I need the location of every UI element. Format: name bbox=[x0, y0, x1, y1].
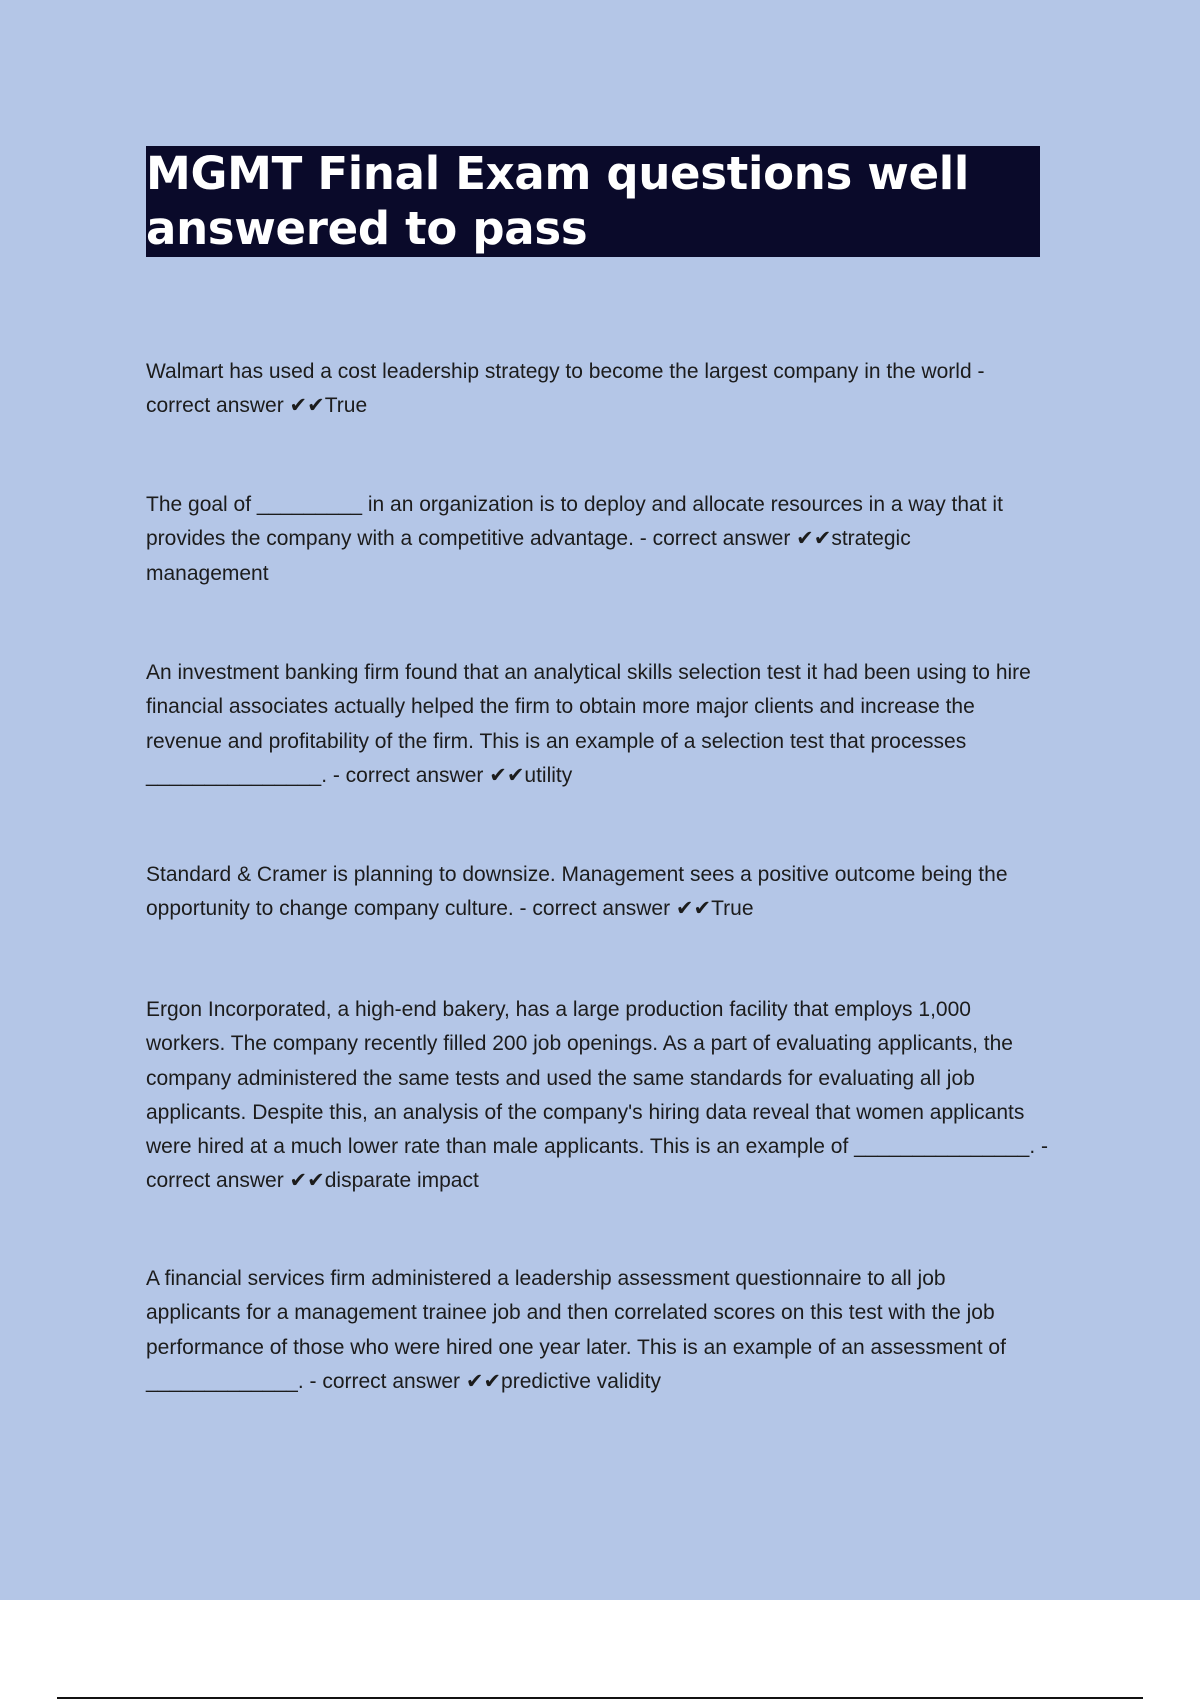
qa-line: were hired at a much lower rate than male applicants. This is an example of _______________. - bbox=[146, 1135, 1048, 1159]
qa-line: applicants for a management trainee job and then correlated scores on this test with the job bbox=[146, 1301, 995, 1325]
qa-item-2 bbox=[146, 488, 1096, 591]
qa-line: performance of those who were hired one year later. This is an example of an assessment of bbox=[146, 1335, 1006, 1359]
qa-item-5 bbox=[146, 993, 1096, 1199]
qa-line: applicants. Despite this, an analysis of the company's hiring data reveal that women applicants bbox=[146, 1100, 1025, 1124]
page-divider bbox=[57, 1697, 1143, 1699]
qa-item-4 bbox=[146, 858, 1096, 927]
page-title-line-1: MGMT Final Exam questions well bbox=[146, 147, 970, 200]
qa-line: Ergon Incorporated, a high-end bakery, has a large production facility that employs 1,000 bbox=[146, 998, 971, 1021]
qa-item-3 bbox=[146, 656, 1096, 793]
qa-line: _____________. - correct answer ✔✔predictive validity bbox=[146, 1369, 661, 1393]
qa-line: provides the company with a competitive advantage. - correct answer ✔✔strategic bbox=[146, 527, 911, 551]
qa-line: Standard & Cramer is planning to downsize. Management sees a positive outcome being the bbox=[146, 863, 1008, 886]
qa-line: correct answer ✔✔disparate impact bbox=[146, 1169, 479, 1193]
qa-line: opportunity to change company culture. - correct answer ✔✔True bbox=[146, 897, 754, 921]
qa-line: correct answer ✔✔True bbox=[146, 394, 368, 418]
title-banner bbox=[146, 146, 1040, 257]
qa-line: management bbox=[146, 561, 269, 585]
page-title-line-2: answered to pass bbox=[146, 202, 588, 255]
qa-line: workers. The company recently filled 200 job openings. As a part of evaluating applicants, the bbox=[146, 1032, 1013, 1056]
qa-line: company administered the same tests and used the same standards for evaluating all job bbox=[146, 1066, 975, 1090]
qa-line: financial associates actually helped the firm to obtain more major clients and increase the bbox=[146, 695, 975, 719]
qa-line: The goal of _________ in an organization is to deploy and allocate resources in a way that it bbox=[146, 493, 1003, 516]
qa-item-6 bbox=[146, 1262, 1096, 1399]
qa-line: A financial services firm administered a leadership assessment questionnaire to all job bbox=[146, 1267, 946, 1290]
qa-line: _______________. - correct answer ✔✔utility bbox=[146, 763, 573, 787]
qa-item-1 bbox=[146, 355, 1096, 424]
qa-line: Walmart has used a cost leadership strategy to become the largest company in the world - bbox=[146, 360, 985, 383]
qa-line: An investment banking firm found that an analytical skills selection test it had been using to hire bbox=[146, 661, 1031, 684]
qa-line: revenue and profitability of the firm. This is an example of a selection test that processes bbox=[146, 729, 967, 753]
